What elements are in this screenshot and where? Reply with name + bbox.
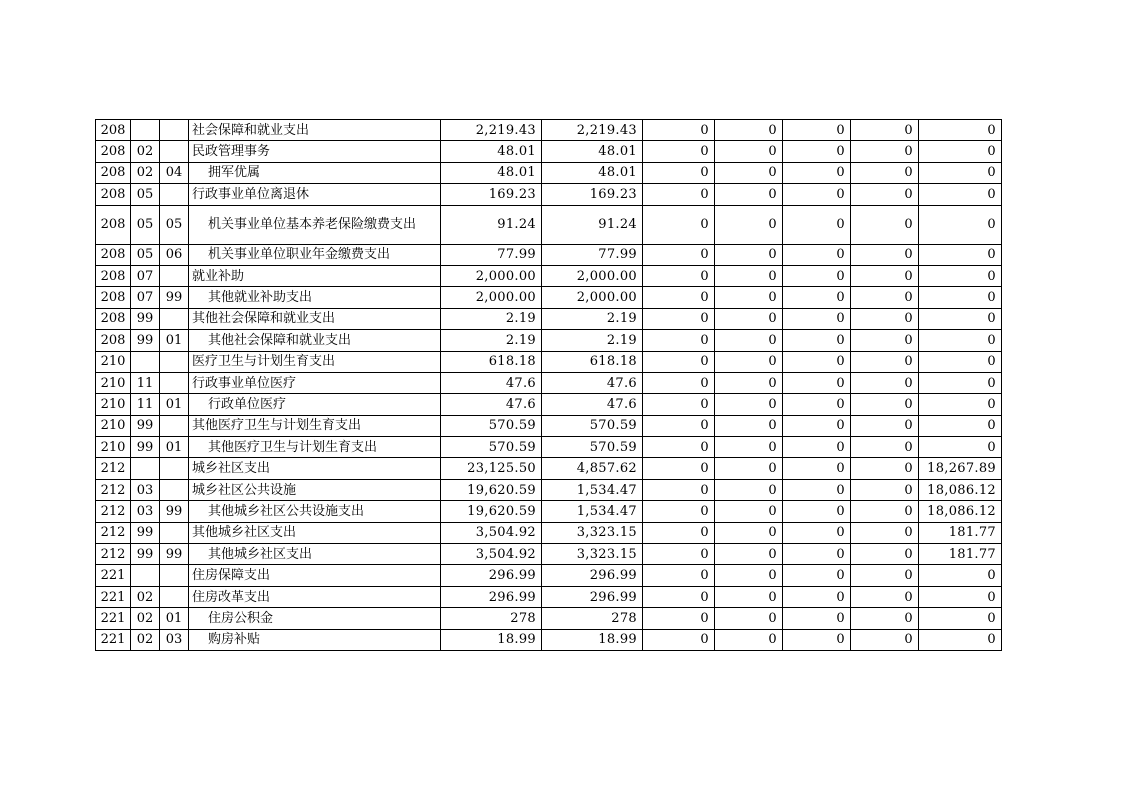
basic-expenditure-cell: 2,000.00 xyxy=(542,287,643,308)
amount-cell: 0 xyxy=(715,330,783,351)
class-code-cell: 212 xyxy=(96,522,131,543)
amount-cell: 0 xyxy=(783,141,851,162)
amount-cell: 0 xyxy=(783,586,851,607)
section-code-cell: 99 xyxy=(131,308,160,329)
basic-expenditure-cell: 278 xyxy=(542,608,643,629)
item-code-cell: 05 xyxy=(160,205,189,244)
class-code-cell: 208 xyxy=(96,205,131,244)
amount-cell: 0 xyxy=(851,608,919,629)
basic-expenditure-cell: 1,534.47 xyxy=(542,479,643,500)
item-code-cell xyxy=(160,372,189,393)
amount-cell: 18,086.12 xyxy=(919,501,1002,522)
amount-cell: 0 xyxy=(851,437,919,458)
section-code-cell: 11 xyxy=(131,372,160,393)
class-code-cell: 210 xyxy=(96,394,131,415)
amount-cell: 0 xyxy=(919,330,1002,351)
section-code-cell xyxy=(131,120,160,141)
section-code-cell: 05 xyxy=(131,184,160,205)
class-code-cell: 221 xyxy=(96,586,131,607)
class-code-cell: 208 xyxy=(96,162,131,183)
amount-cell: 0 xyxy=(715,501,783,522)
item-code-cell xyxy=(160,308,189,329)
amount-cell: 0 xyxy=(919,308,1002,329)
amount-cell: 0 xyxy=(851,184,919,205)
amount-cell: 0 xyxy=(851,629,919,650)
section-code-cell: 03 xyxy=(131,501,160,522)
amount-cell: 0 xyxy=(643,544,715,565)
amount-cell: 0 xyxy=(643,120,715,141)
table-row xyxy=(96,351,1002,372)
amount-cell: 0 xyxy=(715,565,783,586)
amount-cell: 0 xyxy=(783,437,851,458)
amount-cell: 0 xyxy=(919,265,1002,286)
amount-cell: 0 xyxy=(643,184,715,205)
total-amount-cell: 47.6 xyxy=(441,394,542,415)
class-code-cell: 221 xyxy=(96,629,131,650)
item-code-cell xyxy=(160,586,189,607)
amount-cell: 0 xyxy=(715,479,783,500)
class-code-cell: 208 xyxy=(96,184,131,205)
section-code-cell xyxy=(131,458,160,479)
amount-cell: 18,086.12 xyxy=(919,479,1002,500)
section-code-cell: 99 xyxy=(131,437,160,458)
amount-cell: 0 xyxy=(643,437,715,458)
section-code-cell: 99 xyxy=(131,330,160,351)
table-row xyxy=(96,437,1002,458)
item-code-cell xyxy=(160,184,189,205)
subject-name-cell: 机关事业单位职业年金缴费支出 xyxy=(189,244,441,265)
amount-cell: 181.77 xyxy=(919,522,1002,543)
total-amount-cell: 19,620.59 xyxy=(441,501,542,522)
amount-cell: 0 xyxy=(643,479,715,500)
amount-cell: 0 xyxy=(643,522,715,543)
class-code-cell: 208 xyxy=(96,141,131,162)
table-row xyxy=(96,265,1002,286)
table-row xyxy=(96,244,1002,265)
basic-expenditure-cell: 4,857.62 xyxy=(542,458,643,479)
total-amount-cell: 278 xyxy=(441,608,542,629)
amount-cell: 181.77 xyxy=(919,544,1002,565)
total-amount-cell: 296.99 xyxy=(441,586,542,607)
total-amount-cell: 2.19 xyxy=(441,330,542,351)
subject-name-cell: 其他社会保障和就业支出 xyxy=(189,330,441,351)
amount-cell: 0 xyxy=(715,184,783,205)
section-code-cell: 07 xyxy=(131,287,160,308)
subject-name-cell: 住房保障支出 xyxy=(189,565,441,586)
table-row xyxy=(96,205,1002,244)
total-amount-cell: 2,000.00 xyxy=(441,287,542,308)
basic-expenditure-cell: 3,323.15 xyxy=(542,544,643,565)
table-row xyxy=(96,184,1002,205)
total-amount-cell: 48.01 xyxy=(441,162,542,183)
amount-cell: 0 xyxy=(783,394,851,415)
table-row xyxy=(96,479,1002,500)
table-row xyxy=(96,330,1002,351)
amount-cell: 0 xyxy=(851,586,919,607)
total-amount-cell: 570.59 xyxy=(441,437,542,458)
table-row xyxy=(96,522,1002,543)
section-code-cell: 07 xyxy=(131,265,160,286)
total-amount-cell: 91.24 xyxy=(441,205,542,244)
item-code-cell: 01 xyxy=(160,394,189,415)
amount-cell: 0 xyxy=(783,458,851,479)
class-code-cell: 208 xyxy=(96,120,131,141)
amount-cell: 0 xyxy=(919,437,1002,458)
amount-cell: 0 xyxy=(783,629,851,650)
amount-cell: 0 xyxy=(715,586,783,607)
amount-cell: 0 xyxy=(783,244,851,265)
amount-cell: 0 xyxy=(715,522,783,543)
total-amount-cell: 2,000.00 xyxy=(441,265,542,286)
amount-cell: 0 xyxy=(783,501,851,522)
subject-name-cell: 城乡社区公共设施 xyxy=(189,479,441,500)
amount-cell: 0 xyxy=(783,608,851,629)
amount-cell: 0 xyxy=(715,120,783,141)
amount-cell: 0 xyxy=(851,265,919,286)
basic-expenditure-cell: 18.99 xyxy=(542,629,643,650)
class-code-cell: 212 xyxy=(96,544,131,565)
total-amount-cell: 19,620.59 xyxy=(441,479,542,500)
subject-name-cell: 其他就业补助支出 xyxy=(189,287,441,308)
subject-name-cell: 行政事业单位医疗 xyxy=(189,372,441,393)
item-code-cell: 06 xyxy=(160,244,189,265)
amount-cell: 0 xyxy=(783,522,851,543)
class-code-cell: 208 xyxy=(96,330,131,351)
amount-cell: 0 xyxy=(919,565,1002,586)
amount-cell: 0 xyxy=(851,372,919,393)
total-amount-cell: 47.6 xyxy=(441,372,542,393)
section-code-cell: 02 xyxy=(131,629,160,650)
amount-cell: 0 xyxy=(643,244,715,265)
subject-name-cell: 民政管理事务 xyxy=(189,141,441,162)
amount-cell: 0 xyxy=(643,265,715,286)
basic-expenditure-cell: 77.99 xyxy=(542,244,643,265)
subject-name-cell: 其他城乡社区支出 xyxy=(189,544,441,565)
basic-expenditure-cell: 2.19 xyxy=(542,330,643,351)
subject-name-cell: 拥军优属 xyxy=(189,162,441,183)
item-code-cell xyxy=(160,265,189,286)
table-row xyxy=(96,308,1002,329)
amount-cell: 0 xyxy=(715,544,783,565)
basic-expenditure-cell: 47.6 xyxy=(542,372,643,393)
subject-name-cell: 医疗卫生与计划生育支出 xyxy=(189,351,441,372)
item-code-cell: 01 xyxy=(160,608,189,629)
basic-expenditure-cell: 2,000.00 xyxy=(542,265,643,286)
table-row xyxy=(96,586,1002,607)
table-row xyxy=(96,608,1002,629)
amount-cell: 0 xyxy=(643,394,715,415)
basic-expenditure-cell: 2,219.43 xyxy=(542,120,643,141)
basic-expenditure-cell: 570.59 xyxy=(542,437,643,458)
amount-cell: 0 xyxy=(715,437,783,458)
subject-name-cell: 行政事业单位离退休 xyxy=(189,184,441,205)
item-code-cell: 99 xyxy=(160,544,189,565)
amount-cell: 0 xyxy=(919,415,1002,436)
total-amount-cell: 18.99 xyxy=(441,629,542,650)
total-amount-cell: 3,504.92 xyxy=(441,522,542,543)
amount-cell: 0 xyxy=(783,205,851,244)
basic-expenditure-cell: 296.99 xyxy=(542,586,643,607)
section-code-cell: 05 xyxy=(131,244,160,265)
table-row xyxy=(96,372,1002,393)
item-code-cell: 01 xyxy=(160,330,189,351)
class-code-cell: 210 xyxy=(96,437,131,458)
amount-cell: 0 xyxy=(643,415,715,436)
amount-cell: 0 xyxy=(643,162,715,183)
section-code-cell: 02 xyxy=(131,608,160,629)
basic-expenditure-cell: 91.24 xyxy=(542,205,643,244)
basic-expenditure-cell: 48.01 xyxy=(542,162,643,183)
amount-cell: 0 xyxy=(643,629,715,650)
amount-cell: 0 xyxy=(783,479,851,500)
amount-cell: 0 xyxy=(919,120,1002,141)
amount-cell: 0 xyxy=(643,501,715,522)
total-amount-cell: 48.01 xyxy=(441,141,542,162)
subject-name-cell: 城乡社区支出 xyxy=(189,458,441,479)
subject-name-cell: 社会保障和就业支出 xyxy=(189,120,441,141)
section-code-cell: 05 xyxy=(131,205,160,244)
class-code-cell: 208 xyxy=(96,287,131,308)
basic-expenditure-cell: 2.19 xyxy=(542,308,643,329)
subject-name-cell: 机关事业单位基本养老保险缴费支出 xyxy=(189,205,441,244)
basic-expenditure-cell: 169.23 xyxy=(542,184,643,205)
amount-cell: 0 xyxy=(919,205,1002,244)
amount-cell: 0 xyxy=(783,415,851,436)
total-amount-cell: 3,504.92 xyxy=(441,544,542,565)
amount-cell: 0 xyxy=(783,565,851,586)
amount-cell: 0 xyxy=(919,141,1002,162)
amount-cell: 0 xyxy=(715,308,783,329)
amount-cell: 0 xyxy=(851,205,919,244)
amount-cell: 0 xyxy=(643,330,715,351)
basic-expenditure-cell: 618.18 xyxy=(542,351,643,372)
table-row xyxy=(96,120,1002,141)
amount-cell: 0 xyxy=(851,394,919,415)
subject-name-cell: 其他社会保障和就业支出 xyxy=(189,308,441,329)
amount-cell: 0 xyxy=(851,244,919,265)
amount-cell: 0 xyxy=(715,629,783,650)
table-row xyxy=(96,394,1002,415)
amount-cell: 0 xyxy=(643,608,715,629)
amount-cell: 0 xyxy=(919,244,1002,265)
amount-cell: 18,267.89 xyxy=(919,458,1002,479)
section-code-cell: 02 xyxy=(131,586,160,607)
item-code-cell xyxy=(160,565,189,586)
total-amount-cell: 169.23 xyxy=(441,184,542,205)
amount-cell: 0 xyxy=(851,308,919,329)
item-code-cell xyxy=(160,351,189,372)
subject-name-cell: 其他城乡社区支出 xyxy=(189,522,441,543)
class-code-cell: 210 xyxy=(96,372,131,393)
table-row xyxy=(96,162,1002,183)
amount-cell: 0 xyxy=(643,308,715,329)
amount-cell: 0 xyxy=(851,522,919,543)
amount-cell: 0 xyxy=(715,394,783,415)
section-code-cell: 99 xyxy=(131,544,160,565)
item-code-cell: 99 xyxy=(160,287,189,308)
basic-expenditure-cell: 1,534.47 xyxy=(542,501,643,522)
amount-cell: 0 xyxy=(715,162,783,183)
total-amount-cell: 77.99 xyxy=(441,244,542,265)
basic-expenditure-cell: 47.6 xyxy=(542,394,643,415)
basic-expenditure-cell: 48.01 xyxy=(542,141,643,162)
subject-name-cell: 行政单位医疗 xyxy=(189,394,441,415)
section-code-cell: 99 xyxy=(131,415,160,436)
class-code-cell: 212 xyxy=(96,458,131,479)
total-amount-cell: 2,219.43 xyxy=(441,120,542,141)
table-row xyxy=(96,629,1002,650)
item-code-cell xyxy=(160,458,189,479)
section-code-cell: 99 xyxy=(131,522,160,543)
item-code-cell xyxy=(160,120,189,141)
amount-cell: 0 xyxy=(919,372,1002,393)
amount-cell: 0 xyxy=(851,565,919,586)
amount-cell: 0 xyxy=(783,287,851,308)
amount-cell: 0 xyxy=(851,120,919,141)
amount-cell: 0 xyxy=(783,544,851,565)
subject-name-cell: 其他医疗卫生与计划生育支出 xyxy=(189,437,441,458)
subject-name-cell: 其他医疗卫生与计划生育支出 xyxy=(189,415,441,436)
table-row xyxy=(96,287,1002,308)
amount-cell: 0 xyxy=(919,608,1002,629)
amount-cell: 0 xyxy=(715,608,783,629)
total-amount-cell: 296.99 xyxy=(441,565,542,586)
budget-expenditure-table xyxy=(95,119,1002,651)
amount-cell: 0 xyxy=(783,351,851,372)
amount-cell: 0 xyxy=(851,501,919,522)
amount-cell: 0 xyxy=(851,479,919,500)
amount-cell: 0 xyxy=(643,141,715,162)
amount-cell: 0 xyxy=(643,205,715,244)
amount-cell: 0 xyxy=(851,287,919,308)
section-code-cell: 11 xyxy=(131,394,160,415)
amount-cell: 0 xyxy=(643,287,715,308)
basic-expenditure-cell: 570.59 xyxy=(542,415,643,436)
section-code-cell: 02 xyxy=(131,141,160,162)
amount-cell: 0 xyxy=(715,244,783,265)
item-code-cell xyxy=(160,479,189,500)
amount-cell: 0 xyxy=(919,287,1002,308)
amount-cell: 0 xyxy=(643,565,715,586)
table-row xyxy=(96,544,1002,565)
table-row xyxy=(96,141,1002,162)
item-code-cell: 99 xyxy=(160,501,189,522)
class-code-cell: 208 xyxy=(96,308,131,329)
amount-cell: 0 xyxy=(715,458,783,479)
total-amount-cell: 618.18 xyxy=(441,351,542,372)
basic-expenditure-cell: 296.99 xyxy=(542,565,643,586)
section-code-cell xyxy=(131,351,160,372)
item-code-cell: 04 xyxy=(160,162,189,183)
class-code-cell: 221 xyxy=(96,565,131,586)
amount-cell: 0 xyxy=(919,586,1002,607)
section-code-cell: 02 xyxy=(131,162,160,183)
amount-cell: 0 xyxy=(851,415,919,436)
item-code-cell xyxy=(160,415,189,436)
class-code-cell: 212 xyxy=(96,501,131,522)
amount-cell: 0 xyxy=(783,162,851,183)
amount-cell: 0 xyxy=(715,351,783,372)
amount-cell: 0 xyxy=(851,141,919,162)
amount-cell: 0 xyxy=(783,372,851,393)
subject-name-cell: 住房改革支出 xyxy=(189,586,441,607)
class-code-cell: 221 xyxy=(96,608,131,629)
amount-cell: 0 xyxy=(783,120,851,141)
amount-cell: 0 xyxy=(643,351,715,372)
class-code-cell: 212 xyxy=(96,479,131,500)
subject-name-cell: 购房补贴 xyxy=(189,629,441,650)
item-code-cell xyxy=(160,141,189,162)
amount-cell: 0 xyxy=(783,330,851,351)
item-code-cell: 03 xyxy=(160,629,189,650)
section-code-cell: 03 xyxy=(131,479,160,500)
section-code-cell xyxy=(131,565,160,586)
amount-cell: 0 xyxy=(643,458,715,479)
amount-cell: 0 xyxy=(919,629,1002,650)
amount-cell: 0 xyxy=(851,351,919,372)
amount-cell: 0 xyxy=(919,162,1002,183)
amount-cell: 0 xyxy=(783,265,851,286)
basic-expenditure-cell: 3,323.15 xyxy=(542,522,643,543)
class-code-cell: 208 xyxy=(96,265,131,286)
amount-cell: 0 xyxy=(643,372,715,393)
amount-cell: 0 xyxy=(783,308,851,329)
table-row xyxy=(96,565,1002,586)
amount-cell: 0 xyxy=(851,162,919,183)
total-amount-cell: 2.19 xyxy=(441,308,542,329)
amount-cell: 0 xyxy=(851,330,919,351)
total-amount-cell: 23,125.50 xyxy=(441,458,542,479)
amount-cell: 0 xyxy=(783,184,851,205)
class-code-cell: 208 xyxy=(96,244,131,265)
table-row xyxy=(96,501,1002,522)
subject-name-cell: 就业补助 xyxy=(189,265,441,286)
amount-cell: 0 xyxy=(851,458,919,479)
amount-cell: 0 xyxy=(715,372,783,393)
amount-cell: 0 xyxy=(919,184,1002,205)
amount-cell: 0 xyxy=(851,544,919,565)
item-code-cell: 01 xyxy=(160,437,189,458)
amount-cell: 0 xyxy=(715,265,783,286)
amount-cell: 0 xyxy=(715,415,783,436)
class-code-cell: 210 xyxy=(96,351,131,372)
amount-cell: 0 xyxy=(715,141,783,162)
amount-cell: 0 xyxy=(715,287,783,308)
total-amount-cell: 570.59 xyxy=(441,415,542,436)
table-body xyxy=(96,120,1002,651)
table-row xyxy=(96,458,1002,479)
amount-cell: 0 xyxy=(919,351,1002,372)
subject-name-cell: 住房公积金 xyxy=(189,608,441,629)
table-row xyxy=(96,415,1002,436)
amount-cell: 0 xyxy=(715,205,783,244)
amount-cell: 0 xyxy=(919,394,1002,415)
item-code-cell xyxy=(160,522,189,543)
subject-name-cell: 其他城乡社区公共设施支出 xyxy=(189,501,441,522)
class-code-cell: 210 xyxy=(96,415,131,436)
amount-cell: 0 xyxy=(643,586,715,607)
